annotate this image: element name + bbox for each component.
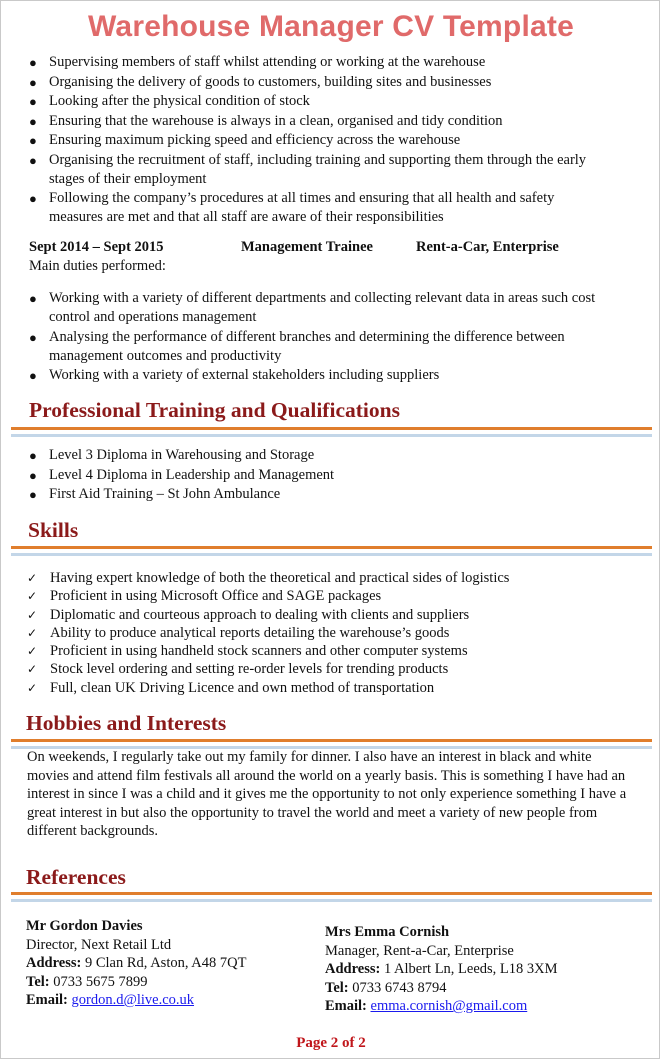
hobbies-heading: Hobbies and Interests: [26, 711, 227, 735]
list-item: ✓ Ability to produce analytical reports detailing the warehouse’s goods: [27, 624, 450, 641]
list-item: ● Working with a variety of different departments and collecting relevant data in areas such cost control and operations management: [29, 290, 596, 325]
list-item: ● Ensuring that the warehouse is always in a clean, organised and tidy condition: [29, 112, 503, 129]
list-item: ● Organising the recruitment of staff, including training and supporting them through the early stages of their employment: [29, 151, 587, 187]
bullet-icon: ●: [29, 113, 37, 129]
reference-address: Address: 9 Clan Rd, Aston, A48 7QT: [26, 955, 247, 971]
section-divider: [11, 434, 652, 437]
section-divider: [11, 553, 652, 556]
list-item: ✓ Stock level ordering and setting re-order levels for trending products: [27, 661, 449, 678]
list-item: ● Working with a variety of external stakeholders including suppliers: [29, 367, 440, 383]
reference-position: Manager, Rent-a-Car, Enterprise: [325, 942, 514, 959]
list-item: ● First Aid Training – St John Ambulance: [29, 486, 281, 502]
list-item: ✓ Proficient in using Microsoft Office and SAGE packages: [27, 588, 382, 605]
checkmark-icon: ✓: [27, 662, 38, 677]
previous-duties-list: [1, 53, 601, 228]
references-heading: References: [26, 865, 126, 889]
checkmark-icon: ✓: [27, 644, 38, 659]
bullet-icon: ●: [29, 74, 37, 90]
section-divider: [11, 892, 652, 895]
job-duties-list: [1, 289, 601, 386]
bullet-icon: ●: [29, 448, 37, 463]
reference-name: Mrs Emma Cornish: [325, 924, 450, 940]
bullet-icon: ●: [29, 291, 37, 306]
checkmark-icon: ✓: [27, 680, 38, 695]
list-item: ✓ Diplomatic and courteous approach to dealing with clients and suppliers: [27, 606, 470, 623]
email-link[interactable]: emma.cornish@gmail.com: [370, 998, 528, 1014]
list-item: ✓ Having expert knowledge of both the theoretical and practical sides of logistics: [27, 570, 510, 586]
training-list: [1, 446, 601, 505]
list-item: ● Ensuring maximum picking speed and efficiency across the warehouse: [29, 132, 461, 148]
reference-tel: Tel: 0733 5675 7899: [26, 973, 148, 990]
bullet-icon: ●: [29, 133, 37, 148]
list-item: ● Looking after the physical condition of stock: [29, 93, 310, 109]
list-item: ● Following the company’s procedures at all times and ensuring that all health and safety measures are met and that all staff are aware of their responsibilities: [29, 190, 555, 225]
reference-email: Email: emma.cornish@gmail.com: [325, 998, 528, 1014]
bullet-icon: ●: [29, 191, 37, 206]
bullet-icon: ●: [29, 467, 37, 483]
checkmark-icon: ✓: [27, 607, 38, 622]
reference-address: Address: 1 Albert Ln, Leeds, L18 3XM: [325, 961, 558, 977]
list-item: ● Analysing the performance of different branches and determining the difference between management outcomes and productivity: [29, 328, 565, 364]
reference-card: [325, 923, 558, 1016]
list-item: ● Level 3 Diploma in Warehousing and Storage: [29, 447, 315, 463]
reference-name: Mr Gordon Davies: [26, 918, 143, 934]
skills-heading: Skills: [28, 518, 79, 542]
checkmark-icon: ✓: [27, 625, 38, 640]
list-item: ✓ Full, clean UK Driving Licence and own method of transportation: [27, 679, 435, 696]
section-divider: [11, 427, 652, 430]
reference-email: Email: gordon.d@live.co.uk: [26, 992, 195, 1008]
job-employer: Rent-a-Car, Enterprise: [416, 239, 559, 255]
checkmark-icon: ✓: [27, 571, 38, 585]
bullet-icon: ●: [29, 55, 37, 70]
reference-tel: Tel: 0733 6743 8794: [325, 979, 447, 996]
list-item: ✓ Proficient in using handheld stock scanners and other computer systems: [27, 643, 468, 660]
skills-list: [1, 569, 621, 697]
bullet-icon: ●: [29, 368, 37, 383]
bullet-icon: ●: [29, 94, 37, 109]
job-dates: Sept 2014 – Sept 2015: [29, 239, 164, 255]
document-title: Warehouse Manager CV Template: [88, 10, 574, 43]
list-item: ● Level 4 Diploma in Leadership and Management: [29, 466, 335, 483]
training-heading: Professional Training and Qualifications: [29, 398, 400, 422]
section-divider: [11, 739, 652, 742]
page-number: Page 2 of 2: [296, 1035, 366, 1051]
job-role: Management Trainee: [241, 239, 373, 255]
bullet-icon: ●: [29, 329, 37, 345]
list-item: ● Organising the delivery of goods to customers, building sites and businesses: [29, 73, 492, 90]
bullet-icon: ●: [29, 152, 37, 168]
list-item: ● Supervising members of staff whilst attending or working at the warehouse: [29, 54, 486, 70]
bullet-icon: ●: [29, 487, 37, 502]
hobbies-paragraph: On weekends, I regularly take out my family for dinner. I also have an interest in black and white movies and attend film festivals all around the world on a yearly basis. This is something I have had an interest in since I was a child and it gives me the opportunity to not only experience something I have a great interest in but also the opportunity to travel the world and meet a variety of new people from different backgrounds.: [27, 749, 627, 840]
checkmark-icon: ✓: [27, 589, 38, 604]
section-divider: [11, 899, 652, 902]
email-link[interactable]: gordon.d@live.co.uk: [71, 992, 195, 1008]
reference-position: Director, Next Retail Ltd: [26, 936, 172, 953]
duties-intro: Main duties performed:: [29, 258, 166, 274]
reference-card: [26, 917, 246, 1010]
section-divider: [11, 546, 652, 549]
